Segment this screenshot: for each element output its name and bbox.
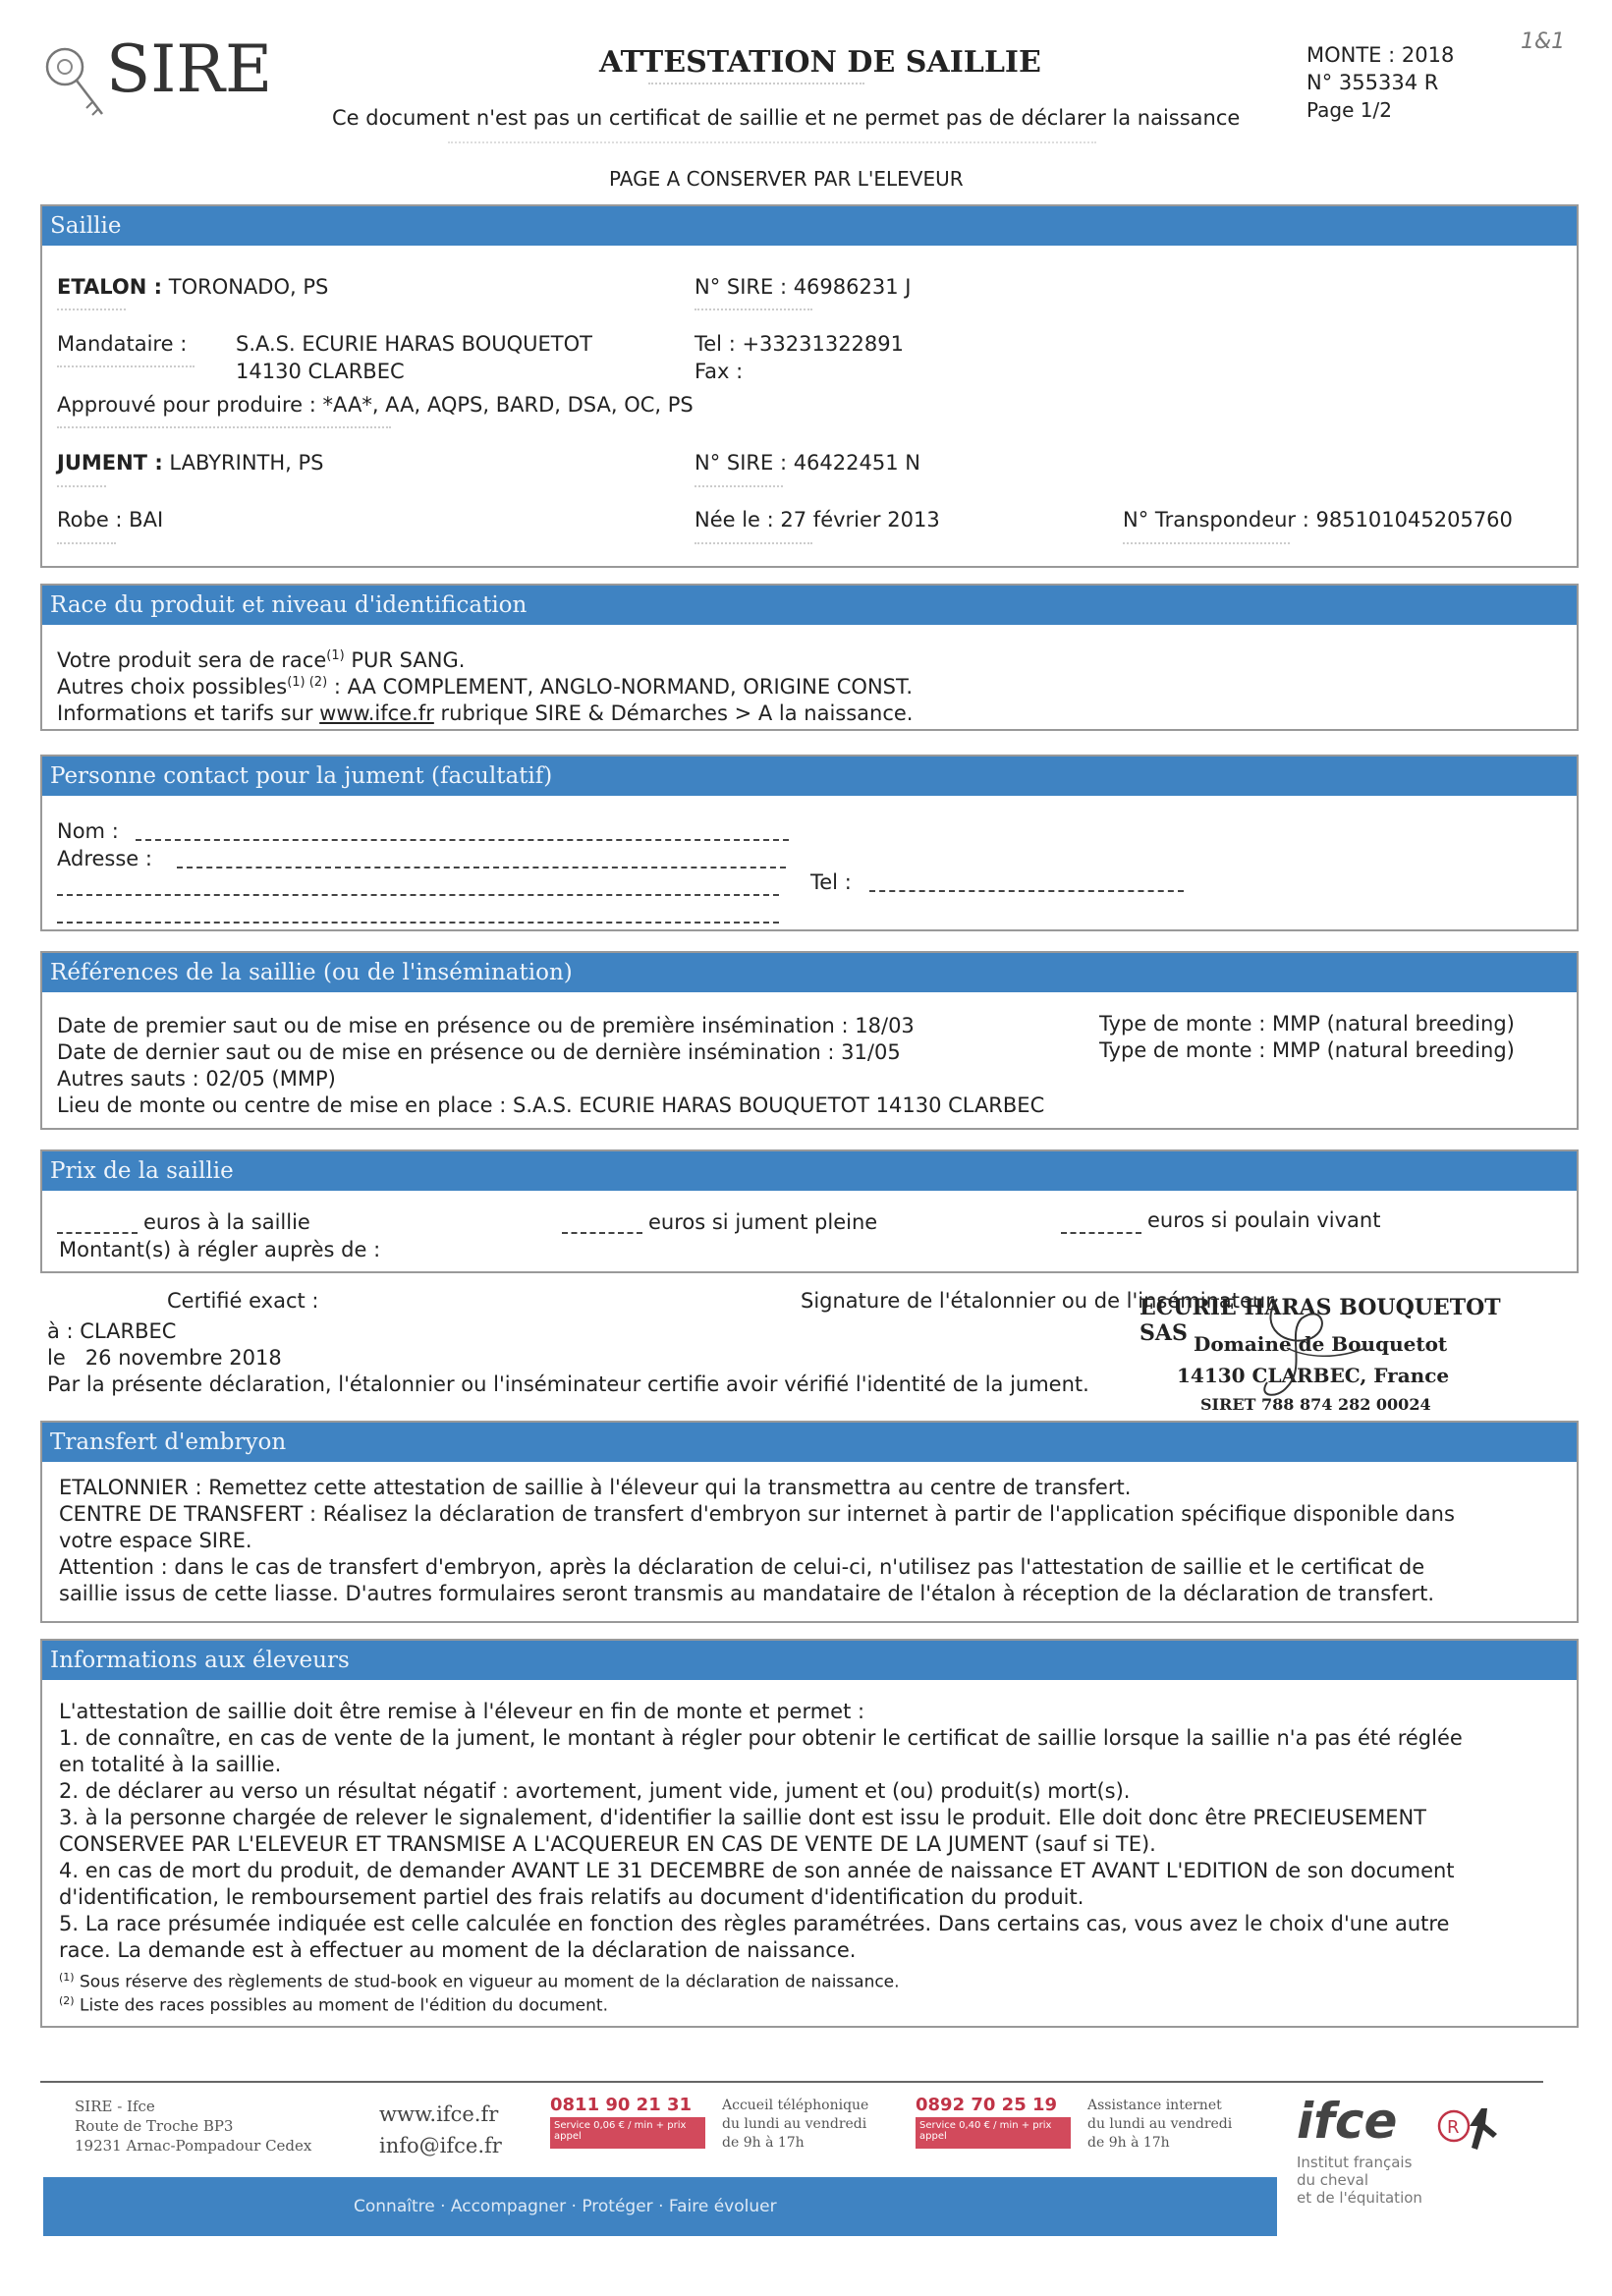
svg-text:R: R — [1447, 2117, 1460, 2138]
mandataire-label: Mandataire : — [57, 332, 188, 356]
lieu-de-monte: Lieu de monte ou centre de mise en place : S.A.S. ECURIE HARAS BOUQUETOT 14130 CLARBEC — [57, 1093, 1045, 1117]
stamp-line-1: ECURIE HARAS BOUQUETOT SAS — [1140, 1295, 1501, 1346]
title-translation — [648, 83, 864, 90]
footer-mail[interactable]: info@ifce.fr — [379, 2134, 502, 2157]
section-heading: Personne contact pour la jument (facultatif) — [42, 756, 1577, 796]
phone-info-line: de 9h à 17h — [1087, 2135, 1170, 2151]
phone-info-1 — [722, 2097, 868, 2153]
phone-info-line: du lundi au vendredi — [722, 2116, 867, 2132]
infos-line: CONSERVEE PAR L'ELEVEUR ET TRANSMISE A L'ACQUEREUR EN CAS DE VENTE DE LA JUMENT (sauf si TE). — [59, 1832, 1156, 1856]
transfert-attention: Attention : dans le cas de transfert d'embryon, après la déclaration de celui-ci, n'utilisez pas l'attestation de saillie et le certificat de — [59, 1555, 1425, 1579]
etalon-name: ETALON : TORONADO, PS — [57, 275, 329, 299]
infos-line: d'identification, le remboursement partiel des frais relatifs au document d'identification du produit. — [59, 1885, 1084, 1909]
section-heading: Références de la saillie (ou de l'insémination) — [42, 953, 1577, 992]
ifce-subtitle — [1297, 2154, 1422, 2207]
certif-declaration: Par la présente déclaration, l'étalonnier ou l'inséminateur certifie avoir vérifié l'identité de la jument. — [47, 1372, 1089, 1396]
phone-number-2[interactable]: 0892 70 25 19 — [916, 2095, 1058, 2115]
race-line-2: Autres choix possibles$^{(1) (2)}$ : AA COMPLEMENT, ANGLO-NORMAND, ORIGINE CONST. — [57, 675, 914, 699]
date-dernier-saut: Date de dernier saut ou de mise en présence ou de dernière insémination : 31/05 — [57, 1040, 901, 1064]
race-line-1: Votre produit sera de race$^{(1)}$ PUR SANG. — [57, 648, 466, 672]
certifie-exact: Certifié exact : — [167, 1289, 319, 1313]
infos-line: 5. La race présumée indiquée est celle calculée en fonction des règles paramétrées. Dans certains cas, vous avez le choix d'une autre — [59, 1912, 1450, 1935]
prix-field-1[interactable] — [57, 1232, 138, 1234]
phone-block-1 — [550, 2095, 717, 2149]
transfert-attention-2: saillie issus de cette liasse. D'autres formulaires seront transmis au mandataire de l'étalon à réception de la déclaration de transfert. — [59, 1582, 1435, 1605]
infos-list — [59, 1726, 1463, 1965]
footer-bar — [43, 2177, 1277, 2236]
sire-logo-text: SIRE — [106, 31, 273, 107]
address-line: SIRE - Ifce — [75, 2098, 155, 2115]
ifce-link[interactable]: www.ifce.fr — [319, 701, 434, 725]
contact-nom-label: Nom : — [57, 819, 119, 843]
etalon-sire-translation — [695, 308, 812, 310]
company-stamp — [1140, 1289, 1513, 1415]
contact-adresse-field-1[interactable] — [177, 867, 786, 868]
contact-adresse-field-3[interactable] — [57, 922, 779, 924]
sire-logo — [37, 31, 283, 120]
phone-tag-1: Service 0,06 € / min + prix appel — [550, 2117, 705, 2149]
footer-web[interactable]: www.ifce.fr — [379, 2102, 499, 2126]
prix-poulain-vivant: euros si poulain vivant — [1147, 1208, 1381, 1232]
address-line: Route de Troche BP3 — [75, 2117, 234, 2135]
section-heading: Race du produit et niveau d'identification — [42, 586, 1577, 625]
ifce-logo-text: ifce — [1297, 2093, 1398, 2150]
prix-saillie: euros à la saillie — [143, 1210, 310, 1234]
stamp-line-2: Domaine de Bouquetot — [1194, 1332, 1448, 1356]
page-title: ATTESTATION DE SAILLIE — [599, 45, 1041, 80]
footnote-1: $^{(1)}$ Sous réserve des règlements de stud-book en vigueur au moment de la déclaration de naissance. — [59, 1971, 900, 1992]
footer-address — [75, 2097, 311, 2156]
infos-line: 3. à la personne chargée de relever le signalement, d'identifier la saillie dont est issu le produit. Elle doit donc être PRECIEUSEMENT — [59, 1806, 1426, 1829]
stamp-line-3: 14130 CLARBEC, France — [1177, 1364, 1450, 1387]
footnote-2: $^{(2)}$ Liste des races possibles au moment de l'édition du document. — [59, 1994, 608, 2016]
section-heading: Prix de la saillie — [42, 1151, 1577, 1191]
contact-tel-field[interactable] — [869, 890, 1184, 892]
ifce-sub-line: Institut français — [1297, 2154, 1413, 2171]
transpondeur: N° Transpondeur : 985101045205760 — [1123, 508, 1513, 532]
page-number: Page 1/2 — [1306, 98, 1392, 122]
signature-label: Signature de l'étalonnier ou de l'inséminateur — [801, 1289, 1274, 1313]
key-icon — [37, 31, 106, 120]
ifce-emblem-icon — [1434, 2099, 1513, 2157]
footer-divider — [40, 2081, 1543, 2083]
phone-info-line: Assistance internet — [1087, 2098, 1222, 2113]
robe: Robe : BAI — [57, 508, 164, 532]
ifce-sub-line: et de l'équitation — [1297, 2189, 1422, 2207]
ifce-logo — [1297, 2093, 1552, 2211]
race-line-3: Informations et tarifs sur www.ifce.fr rubrique SIRE & Démarches > A la naissance. — [57, 701, 914, 725]
montant-a-regler: Montant(s) à régler auprès de : — [59, 1238, 381, 1261]
date-premier-saut: Date de premier saut ou de mise en présence ou de première insémination : 18/03 — [57, 1014, 915, 1037]
page-note: PAGE A CONSERVER PAR L'ELEVEUR — [609, 167, 964, 191]
phone-info-line: du lundi au vendredi — [1087, 2116, 1233, 2132]
prix-field-3[interactable] — [1061, 1232, 1141, 1234]
contact-adresse-field-2[interactable] — [57, 894, 779, 896]
infos-line: 1. de connaître, en cas de vente de la jument, le montant à régler pour obtenir le certificat de saillie lorsque la saillie n'a pas été réglée — [59, 1726, 1463, 1750]
robe-translation — [57, 542, 116, 544]
phone-tag-2: Service 0,40 € / min + prix appel — [916, 2117, 1071, 2149]
subtitle-translation — [448, 141, 1096, 143]
phone-info-line: de 9h à 17h — [722, 2135, 805, 2151]
infos-line: en totalité à la saillie. — [59, 1753, 282, 1776]
phone-number-1[interactable]: 0811 90 21 31 — [550, 2095, 693, 2115]
section-heading: Saillie — [42, 206, 1577, 246]
section-heading: Transfert d'embryon — [42, 1423, 1577, 1462]
etalon-translation — [57, 308, 126, 310]
transfert-centre-2: votre espace SIRE. — [59, 1529, 252, 1552]
nee-translation — [695, 542, 812, 544]
jument-translation — [57, 485, 106, 487]
transfert-centre: CENTRE DE TRANSFERT : Réalisez la déclaration de transfert d'embryon sur internet à partir de l'application spécifique disponible dans — [59, 1502, 1455, 1526]
certif-date: le 26 novembre 2018 — [47, 1346, 282, 1370]
ifce-sub-line: du cheval — [1297, 2171, 1369, 2189]
address-line: 19231 Arnac-Pompadour Cedex — [75, 2137, 312, 2155]
nee-le: Née le : 27 février 2013 — [695, 508, 940, 532]
transfert-etalonnier: ETALONNIER : Remettez cette attestation de saillie à l'éleveur qui la transmettra au centre de transfert. — [59, 1476, 1132, 1499]
autres-sauts: Autres sauts : 02/05 (MMP) — [57, 1067, 336, 1091]
certif-lieu: à : CLARBEC — [47, 1319, 177, 1343]
contact-nom-field[interactable] — [136, 839, 789, 841]
mandataire-name: S.A.S. ECURIE HARAS BOUQUETOT — [236, 332, 592, 356]
infos-line: 2. de déclarer au verso un résultat négatif : avortement, jument vide, jument et (ou) produit(s) mort(s). — [59, 1779, 1131, 1803]
infos-intro: L'attestation de saillie doit être remise à l'éleveur en fin de monte et permet : — [59, 1700, 865, 1723]
infos-line: 4. en cas de mort du produit, de demander AVANT LE 31 DECEMBRE de son année de naissance ET AVANT L'EDITION de son document — [59, 1859, 1455, 1882]
section-contact — [40, 755, 1579, 931]
mandataire-tel: Tel : +33231322891 — [695, 332, 905, 356]
section-heading: Informations aux éleveurs — [42, 1641, 1577, 1680]
contact-adresse-label: Adresse : — [57, 847, 152, 870]
prix-jument-pleine: euros si jument pleine — [648, 1210, 878, 1234]
approuve-pour-produire: Approuvé pour produire : *AA*, AA, AQPS, BARD, DSA, OC, PS — [57, 393, 694, 417]
jument-name: JUMENT : LABYRINTH, PS — [57, 451, 324, 475]
jument-sire: N° SIRE : 46422451 N — [695, 451, 920, 475]
prix-field-2[interactable] — [562, 1232, 642, 1234]
document-number: N° 355334 R — [1306, 71, 1439, 94]
mandataire-translation — [57, 365, 195, 367]
phone-info-line: Accueil téléphonique — [722, 2098, 869, 2113]
phone-info-2 — [1087, 2097, 1232, 2153]
handwritten-signature — [1140, 1289, 1513, 1415]
type-monte-2: Type de monte : MMP (natural breeding) — [1099, 1038, 1515, 1062]
etalon-sire: N° SIRE : 46986231 J — [695, 275, 912, 299]
transpondeur-translation — [1123, 542, 1290, 544]
mandataire-fax: Fax : — [695, 360, 744, 383]
phone-block-2 — [916, 2095, 1083, 2149]
mandataire-city: 14130 CLARBEC — [236, 360, 405, 383]
subtitle: Ce document n'est pas un certificat de saillie et ne permet pas de déclarer la naissance — [332, 106, 1241, 130]
contact-tel-label: Tel : — [810, 870, 852, 894]
corner-mark: 1&1 — [1521, 29, 1566, 54]
monte-year: MONTE : 2018 — [1306, 43, 1455, 67]
jument-sire-translation — [695, 485, 783, 487]
approuve-translation — [57, 426, 391, 428]
infos-line: race. La demande est à effectuer au moment de la déclaration de naissance. — [59, 1938, 857, 1962]
footer-slogan: Connaître · Accompagner · Protéger · Faire évoluer — [354, 2197, 777, 2216]
type-monte-1: Type de monte : MMP (natural breeding) — [1099, 1012, 1515, 1036]
stamp-line-4: SIRET 788 874 282 00024 — [1200, 1395, 1431, 1414]
